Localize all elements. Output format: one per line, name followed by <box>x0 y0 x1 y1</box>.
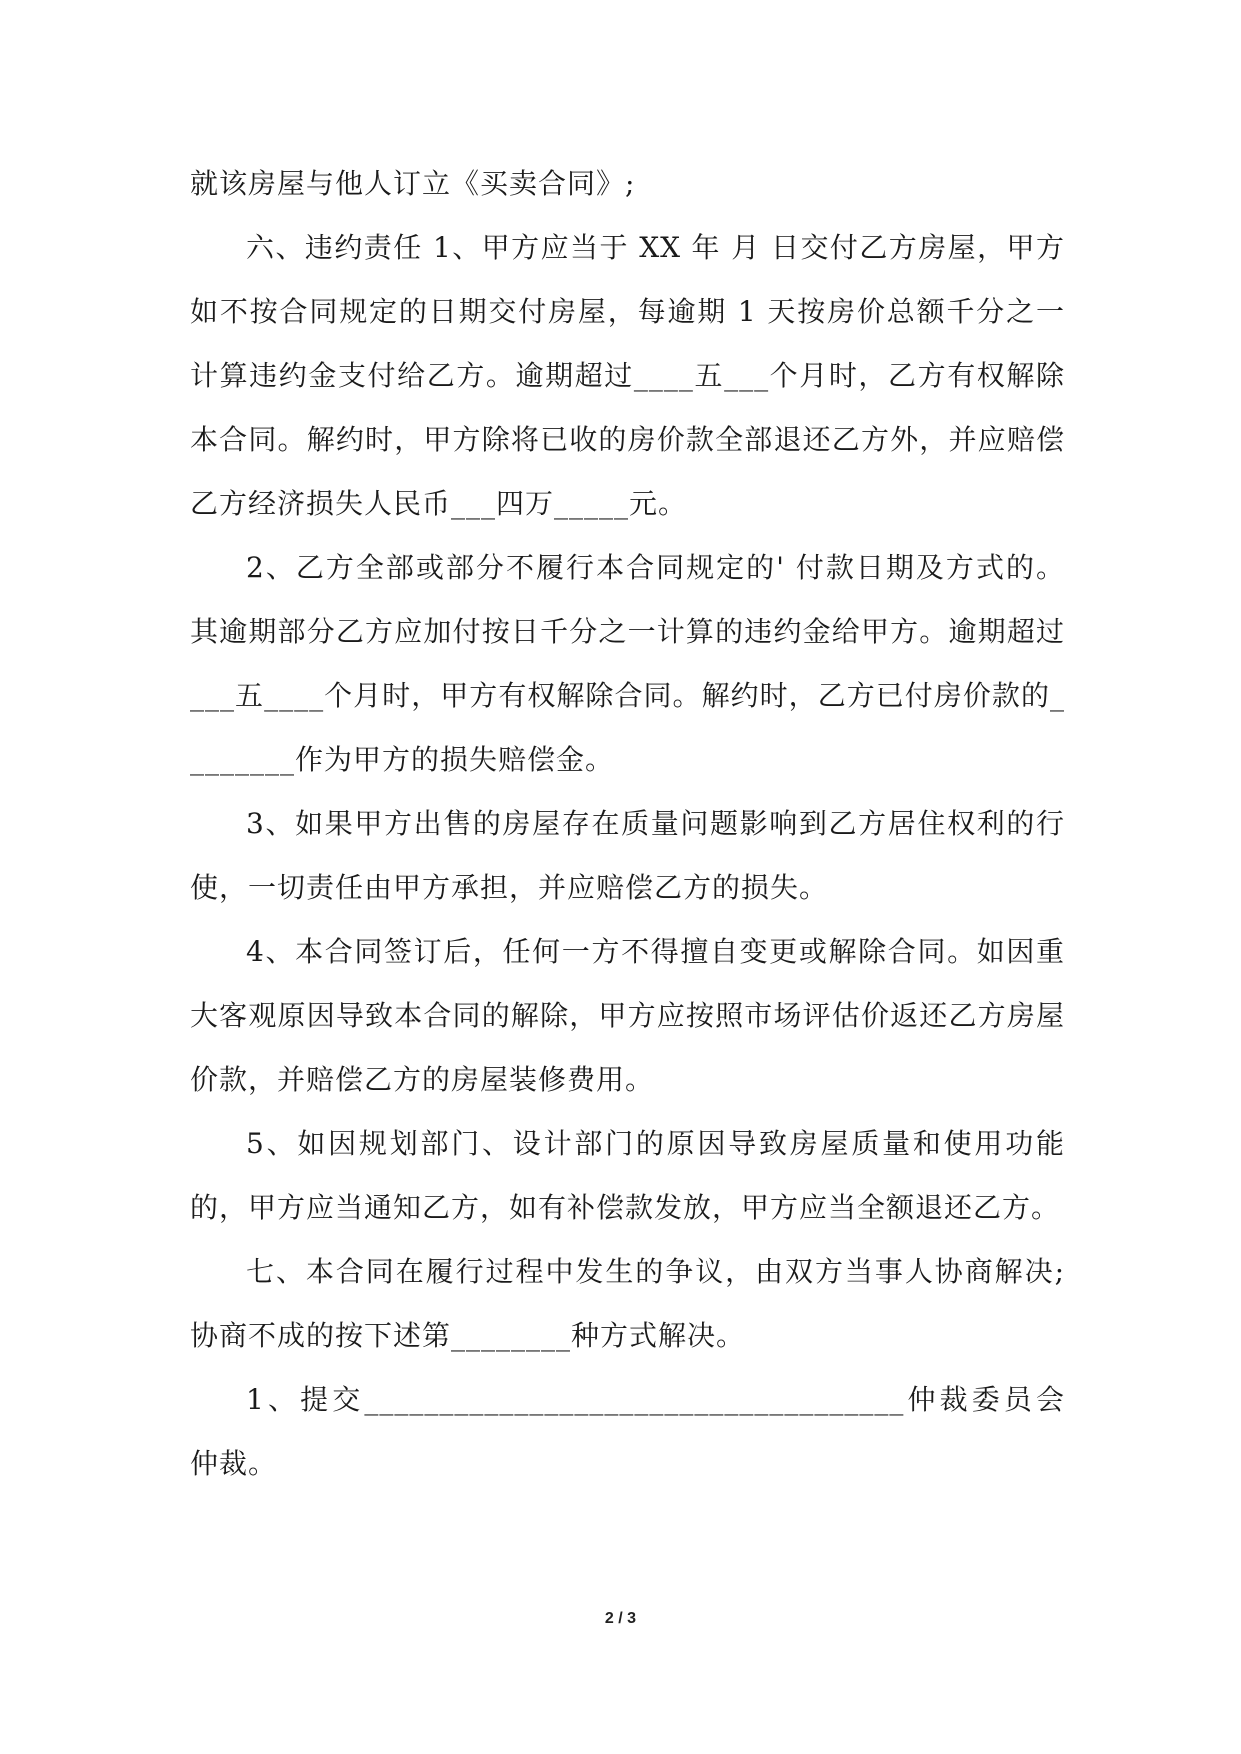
paragraph-clause-5: 5、如因规划部门、设计部门的原因导致房屋质量和使用功能的，甲方应当通知乙方，如有补偿款发放，甲方应当全额退还乙方。 <box>190 1127 1065 1224</box>
paragraph-breach-liability: 六、违约责任 1、甲方应当于 XX 年 月 日交付乙方房屋，甲方如不按合同规定的日期交付房屋，每逾期 1 天按房价总额千分之一计算违约金支付给乙方。逾期超过____五___个月时，乙方有权解除本合同。解约时，甲方除将已收的房价款全部退还乙方外，并应赔偿乙方经济损失人民币___四万_____元。 <box>190 231 1065 520</box>
paragraph-clause-3: 3、如果甲方出售的房屋存在质量问题影响到乙方居住权利的行使，一切责任由甲方承担，并应赔偿乙方的损失。 <box>190 807 1065 904</box>
document-body <box>190 152 1065 1496</box>
paragraph-continuation: 就该房屋与他人订立《买卖合同》; <box>190 167 636 200</box>
page-number: 2 / 3 <box>604 1610 637 1627</box>
paragraph-clause-4: 4、本合同签订后，任何一方不得擅自变更或解除合同。如因重大客观原因导致本合同的解除，甲方应按照市场评估价返还乙方房屋价款，并赔偿乙方的房屋装修费用。 <box>190 935 1065 1096</box>
paragraph-arbitration: 1、提交____________________________________仲裁委员会仲裁。 <box>190 1383 1065 1480</box>
paragraph-dispute-resolution: 七、本合同在履行过程中发生的争议，由双方当事人协商解决;协商不成的按下述第________种方式解决。 <box>190 1255 1065 1352</box>
paragraph-clause-2: 2、乙方全部或部分不履行本合同规定的' 付款日期及方式的。其逾期部分乙方应加付按日千分之一计算的违约金给甲方。逾期超过___五____个月时，甲方有权解除合同。解约时，乙方已付房价款的________作为甲方的损失赔偿金。 <box>190 551 1065 776</box>
